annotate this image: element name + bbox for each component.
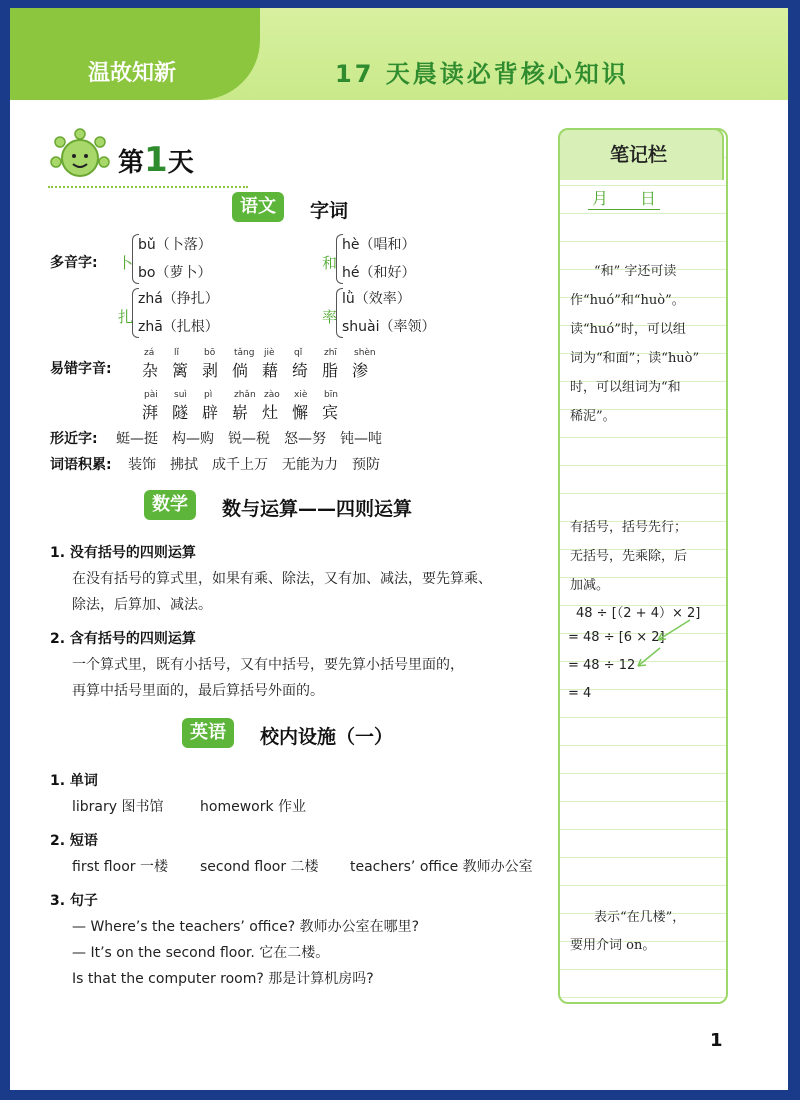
ciyu-text: 装饰 拂拭 成千上万 无能为力 预防 [128, 457, 380, 473]
section-tag: 温故知新 [88, 61, 177, 86]
hanzi-char: 渗 [352, 361, 369, 380]
hanzi-char: 倘 [232, 361, 249, 380]
duoyin-char: 扎 [118, 308, 134, 326]
pinyin-label: jiè [264, 348, 275, 358]
note-line: 表示“在几楼”， [594, 910, 686, 925]
note-line: 词为“和面”；读“huò” [570, 351, 700, 366]
ciyu-label: 词语积累: [50, 457, 112, 473]
pinyin-label: pì [204, 390, 213, 400]
hanzi-char: 绮 [292, 361, 309, 380]
xingjin-label: 形近字: [50, 431, 98, 447]
duoyin-reading: zhā（扎根） [138, 319, 219, 335]
word: library 图书馆 [72, 799, 164, 815]
pinyin-label: zá [144, 348, 155, 358]
calc-arrows-icon [620, 614, 710, 670]
hanzi-char: 剥 [202, 361, 219, 380]
phrase: teachers’ office 教师办公室 [350, 859, 533, 875]
hanzi-char: 藉 [262, 361, 279, 380]
pinyin-label: zhǎn [234, 390, 256, 400]
duoyin-char: 率 [322, 308, 338, 326]
page-number: 1 [710, 1030, 723, 1051]
notes-date: 月 日 [588, 186, 660, 210]
hanzi-char: 篱 [172, 361, 189, 380]
duoyin-reading: bǔ（卜落） [138, 237, 212, 253]
phrase: second floor 二楼 [200, 859, 319, 875]
pinyin-label: bīn [324, 390, 338, 400]
hanzi-char: 杂 [142, 361, 159, 380]
math-text: 一个算式里，既有小括号，又有中括号，要先算小括号里面的， [72, 657, 464, 673]
subject-tag-english: 英语 [182, 718, 234, 748]
english-title: 校内设施（一） [260, 726, 394, 748]
page [10, 8, 788, 1090]
duoyin-reading: shuài（率领） [342, 319, 436, 335]
sentence: Is that the computer room? 那是计算机房吗? [72, 971, 374, 987]
chinese-title: 字词 [310, 200, 349, 222]
duoyin-reading: zhá（挣扎） [138, 291, 219, 307]
hanzi-char: 湃 [142, 403, 159, 422]
math-title: 数与运算——四则运算 [222, 498, 413, 520]
duoyin-reading: bo（萝卜） [138, 265, 212, 281]
duoyin-reading: hè（唱和） [342, 237, 416, 253]
math-heading-2: 2. 含有括号的四则运算 [50, 631, 196, 647]
duoyin-label: 多音字: [50, 255, 98, 271]
hanzi-char: 懈 [292, 403, 309, 422]
pinyin-label: xiè [294, 390, 308, 400]
sentence: — It’s on the second floor. 它在二楼。 [72, 945, 330, 961]
book-title: 17 天晨读必背核心知识 [335, 60, 629, 88]
note-line: 时，可以组词为“和 [570, 380, 681, 395]
pinyin-label: pài [144, 390, 158, 400]
duoyin-reading: lǜ（效率） [342, 291, 411, 307]
subject-tag-chinese: 语文 [232, 192, 284, 222]
english-heading-1: 1. 单词 [50, 773, 98, 789]
phrase: first floor 一楼 [72, 859, 168, 875]
duoyin-char: 和 [322, 254, 338, 272]
math-heading-1: 1. 没有括号的四则运算 [50, 545, 196, 561]
note-line: 稀泥”。 [570, 409, 616, 424]
math-text: 再算中括号里面的，最后算括号外面的。 [72, 683, 324, 699]
note-line: 有括号，括号先行； [570, 520, 688, 535]
hanzi-char: 灶 [262, 403, 279, 422]
pinyin-label: bō [204, 348, 216, 358]
notes-title: 笔记栏 [610, 144, 668, 166]
note-line: 无括号，先乘除，后 [570, 549, 688, 564]
note-line: 要用介词 on。 [570, 938, 656, 953]
yicuo-label: 易错字音: [50, 361, 112, 377]
hanzi-char: 辟 [202, 403, 219, 422]
calc-line: = 48 ÷ 12 [568, 658, 636, 673]
calc-line: 48 ÷ [（2 + 4）× 2] [576, 606, 701, 621]
hanzi-char: 脂 [322, 361, 339, 380]
pinyin-label: qǐ [294, 348, 303, 358]
english-heading-2: 2. 短语 [50, 833, 98, 849]
calc-line: = 48 ÷ [6 × 2] [568, 630, 665, 645]
hanzi-char: 崭 [232, 403, 249, 422]
subject-tag-math: 数学 [144, 490, 196, 520]
duoyin-char: 卜 [118, 254, 134, 272]
note-line: 加减。 [570, 578, 610, 593]
sentence: — Where’s the teachers’ office? 教师办公室在哪里? [72, 919, 419, 935]
pinyin-label: lǐ [174, 348, 180, 358]
xingjin-text: 蜓—挺 构—购 锐—税 怒—努 钝—吨 [116, 431, 382, 447]
pinyin-label: suì [174, 390, 187, 400]
hanzi-char: 隧 [172, 403, 189, 422]
note-line: “和” 字还可读 [594, 264, 677, 279]
pinyin-label: zào [264, 390, 280, 400]
hanzi-char: 宾 [322, 403, 339, 422]
note-line: 作“huó”和“huò”。 [570, 293, 685, 308]
note-line: 读“huó”时，可以组 [570, 322, 686, 337]
word: homework 作业 [200, 799, 307, 815]
english-heading-3: 3. 句子 [50, 893, 98, 909]
calc-line: = 4 [568, 686, 592, 701]
math-text: 在没有括号的算式里，如果有乘、除法，又有加、减法，要先算乘、 [72, 571, 492, 587]
pinyin-label: shèn [354, 348, 376, 358]
math-text: 除法，后算加、减法。 [72, 597, 212, 613]
title-divider [48, 176, 248, 188]
duoyin-reading: hé（和好） [342, 265, 416, 281]
pinyin-label: zhī [324, 348, 337, 358]
pinyin-label: tǎng [234, 348, 255, 358]
day-title: 第1天 [118, 140, 194, 180]
